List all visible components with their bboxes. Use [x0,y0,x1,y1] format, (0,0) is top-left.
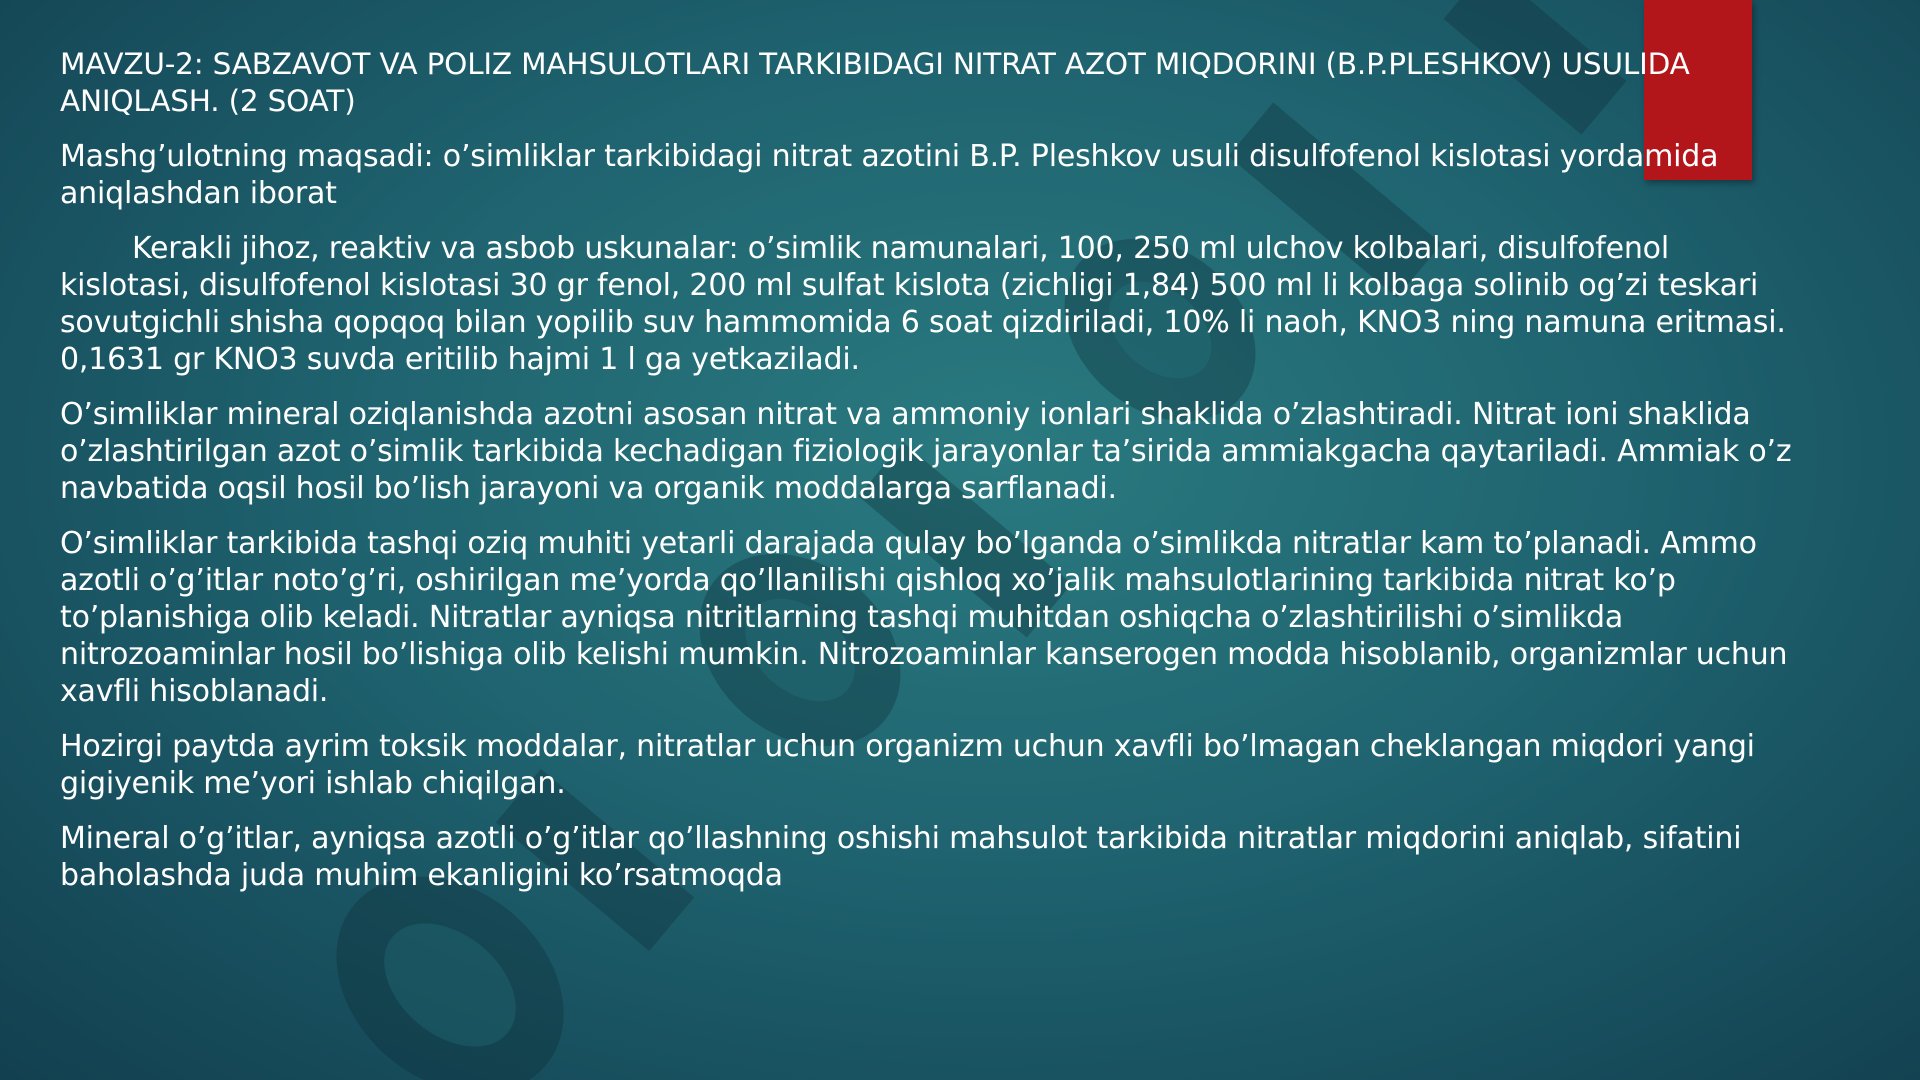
paragraph-nitrates: O’simliklar tarkibida tashqi oziq muhiti yetarli darajada qulay bo’lganda o’simlikda nitratlar kam to’planadi. Ammo azotli o’g’itlar noto’g’ri, oshirilgan me’yorda qo’llanilishi qishloq xo’jalik mahsulotlarining tarkibida nitrat ko’p to’planishiga olib keladi. Nitratlar ayniqsa nitritlarning tashqi muhitdan oshiqcha o’zlashtirilishi o’simlikda nitrozoaminlar hosil bo’lishiga olib kelishi mumkin. Nitrozoaminlar kanserogen modda hisoblanib, organizmlar uchun xavfli hisoblanadi. [60,526,1788,709]
slide-title: MAVZU-2: SABZAVOT VA POLIZ MAHSULOTLARI TARKIBIDAGI NITRAT AZOT MIQDORINI (B.P.PLESHKOV) USULIDA ANIQLASH. (2 SOAT) [60,47,1690,118]
paragraph-conclusion: Mineral o’g’itlar, ayniqsa azotli o’g’itlar qo’llashning oshishi mahsulot tarkibida nitratlar miqdorini aniqlab, sifatini baholashda juda muhim ekanligini ko’rsatmoqda [60,821,1742,893]
paragraph-equipment: Kerakli jihoz, reaktiv va asbob uskunalar: o’simlik namunalari, 100, 250 ml ulchov kolbalari, disulfofenol kislotasi, disulfofenol kislotasi 30 gr fenol, 200 ml sulfat kislota (zichligi 1,84) 500 ml li kolbaga solinib og’zi teskari sovutgichli shisha qopqoq bilan yopilib suv hammomida 6 soat qizdiriladi, 10% li naoh, KNO3 ning namuna eritmasi. 0,1631 gr KNO3 suvda eritilib hajmi 1 l ga yetkaziladi. [60,231,1786,377]
paragraph-norms: Hozirgi paytda ayrim toksik moddalar, nitratlar uchun organizm uchun xavfli bo’lmagan cheklangan miqdori yangi gigiyenik me’yori ishlab chiqilgan. [60,729,1755,801]
paragraph-goal: Mashg’ulotning maqsadi: o’simliklar tarkibidagi nitrat azotini B.P. Pleshkov usuli disulfofenol kislotasi yordamida aniqlashdan iborat [60,139,1719,211]
slide-content [60,46,1800,912]
paragraph-nutrition: O’simliklar mineral oziqlanishda azotni asosan nitrat va ammoniy ionlari shaklida o’zlashtiradi. Nitrat ioni shaklida o’zlashtirilgan azot o’simlik tarkibida kechadigan fiziologik jarayonlar ta’sirida ammiakgacha qaytariladi. Ammiak o’z navbatida oqsil hosil bo’lish jarayoni va organik moddalarga sarflanadi. [60,397,1792,506]
